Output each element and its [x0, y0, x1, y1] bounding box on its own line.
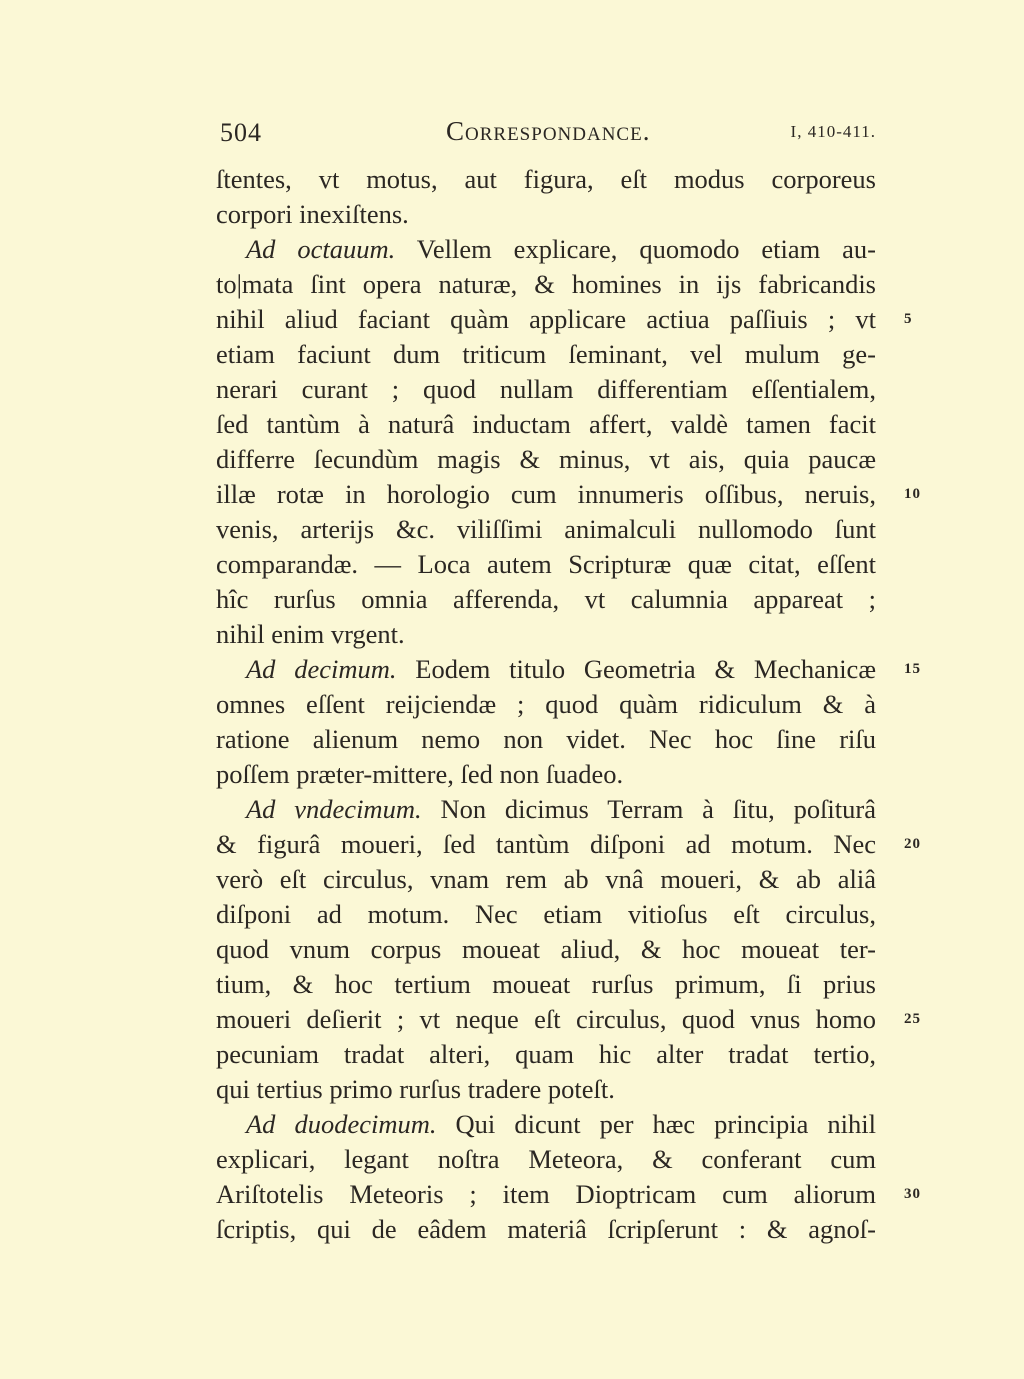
text-line: to|mata ſint opera naturæ, & homines in ijs fabricandis — [216, 269, 876, 299]
text-line: nihil aliud faciant quàm applicare actiua paſſiuis ; vt 5 — [216, 302, 876, 337]
paragraph-start-line: Ad duodecimum. Qui dicunt per hæc principia nihil — [246, 1109, 876, 1139]
text-line: explicari, legant noſtra Meteora, & conferant cum — [216, 1144, 876, 1174]
text-line: comparandæ. — Loca autem Scripturæ quæ citat, eſſent — [216, 549, 876, 579]
text-line: quod vnum corpus moueat aliud, & hoc moueat ter- — [216, 934, 876, 964]
line-number: 25 — [904, 1011, 921, 1027]
text-line: illæ rotæ in horologio cum innumeris oſſibus, neruis, 10 — [216, 477, 876, 512]
text-line: diſponi ad motum. Nec etiam vitioſus eſt circulus, — [216, 899, 876, 929]
text-line: qui tertius primo rurſus tradere poteſt. — [216, 1074, 615, 1104]
paragraph-start-line: Ad octauum. Vellem explicare, quomodo etiam au- — [246, 234, 876, 264]
text-line: nihil enim vrgent. — [216, 619, 405, 649]
text-line: & figurâ moueri, ſed tantùm diſponi ad motum. Nec 20 — [216, 827, 876, 862]
text-line: verò eſt circulus, vnam rem ab vnâ moueri, & ab aliâ — [216, 864, 876, 894]
text-line: hîc rurſus omnia afferenda, vt calumnia appareat ; — [216, 584, 876, 614]
text-line: ratione alienum nemo non videt. Nec hoc ſine riſu — [216, 724, 876, 754]
text-line: nerari curant ; quod nullam differentiam eſſentialem, — [216, 374, 876, 404]
text-line: Ariſtotelis Meteoris ; item Dioptricam cum aliorum 30 — [216, 1177, 876, 1212]
paragraph-incipit: Ad decimum. — [246, 654, 397, 684]
paragraph-incipit: Ad duodecimum. — [246, 1109, 437, 1139]
text-line: tium, & hoc tertium moueat rurſus primum, ſi prius — [216, 969, 876, 999]
paragraph-incipit: Ad vndecimum. — [246, 794, 422, 824]
text-line: poſſem præter-mittere, ſed non ſuadeo. — [216, 759, 624, 789]
running-title: Correspondance. — [446, 116, 651, 146]
paragraph-start-line: Ad vndecimum. Non dicimus Terram à ſitu, poſiturâ — [246, 794, 876, 824]
text-line: moueri deſierit ; vt neque eſt circulus, quod vnus homo 25 — [216, 1002, 876, 1037]
text-line: ſcriptis, qui de eâdem materiâ ſcripſerunt : & agnoſ- — [216, 1214, 876, 1244]
page-number: 504 — [220, 118, 262, 147]
line-number: 15 — [904, 661, 921, 677]
text-line: omnes eſſent reijciendæ ; quod quàm ridiculum & à — [216, 689, 876, 719]
paragraph-incipit: Ad octauum. — [246, 234, 396, 264]
text-line: corpori inexiſtens. — [216, 199, 409, 229]
text-line: venis, arterijs &c. viliſſimi animalculi nullomodo ſunt — [216, 514, 876, 544]
line-number: 20 — [904, 836, 921, 852]
paragraph-start-line: Ad decimum. Eodem titulo Geometria & Mechanicæ 15 — [216, 652, 876, 687]
text-line: ſed tantùm à naturâ inductam affert, valdè tamen facit — [216, 409, 876, 439]
text-line: differre ſecundùm magis & minus, vt ais, quia paucæ — [216, 444, 876, 474]
line-number: 10 — [904, 486, 921, 502]
text-line: ſtentes, vt motus, aut figura, eſt modus corporeus — [216, 164, 876, 194]
page-reference: I, 410-411. — [790, 122, 876, 141]
text-line: pecuniam tradat alteri, quam hic alter tradat tertio, — [216, 1039, 876, 1069]
text-line: etiam faciunt dum triticum ſeminant, vel mulum ge- — [216, 339, 876, 369]
line-number: 5 — [904, 311, 913, 327]
body-text — [216, 162, 921, 1247]
page-header — [216, 112, 876, 152]
line-number: 30 — [904, 1186, 921, 1202]
